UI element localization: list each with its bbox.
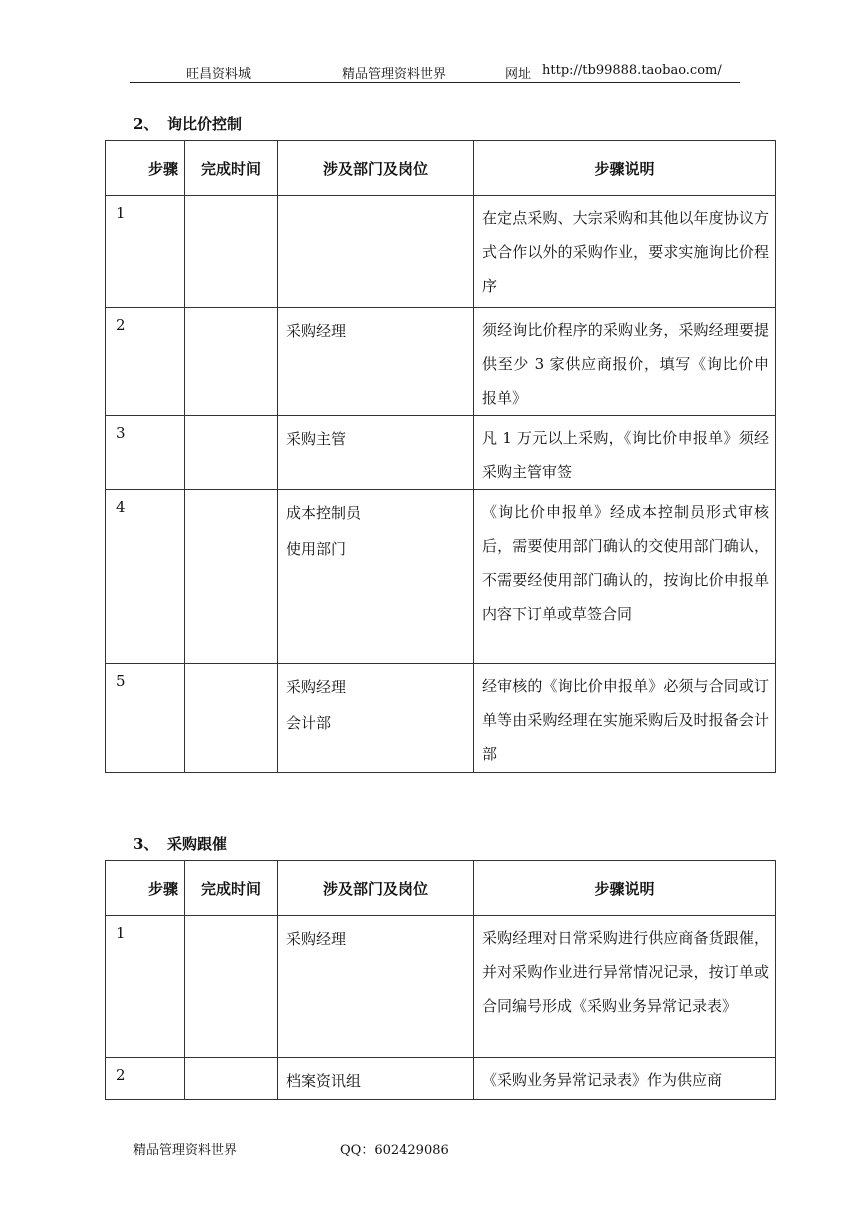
col-dept: 涉及部门及岗位 xyxy=(278,861,474,916)
department-cell xyxy=(278,490,474,664)
completion-time xyxy=(185,416,278,490)
col-desc: 步骤说明 xyxy=(474,861,776,916)
department-name: 档案资讯组 xyxy=(286,1072,362,1090)
department-name: 采购经理 xyxy=(286,322,347,340)
step-number: 4 xyxy=(106,490,185,664)
department-name: 成本控制员 xyxy=(286,504,362,522)
section-2-heading: 询比价控制 xyxy=(167,115,243,133)
table-header-row xyxy=(106,141,776,196)
completion-time xyxy=(185,664,278,773)
table-row xyxy=(106,916,776,1058)
col-desc: 步骤说明 xyxy=(474,141,776,196)
header-site-name: 旺昌资料城 xyxy=(186,67,252,82)
department-cell xyxy=(278,416,474,490)
step-description: 《采购业务异常记录表》作为供应商 xyxy=(474,1058,776,1100)
section-2-title xyxy=(133,113,242,134)
footer-title: 精品管理资料世界 xyxy=(133,1143,238,1158)
section-3-heading: 采购跟催 xyxy=(167,835,228,853)
department-name: 采购经理 xyxy=(286,930,347,948)
table-row xyxy=(106,1058,776,1100)
department-name: 采购经理 xyxy=(286,678,347,696)
table-row xyxy=(106,416,776,490)
section-2-number: 2、 xyxy=(133,115,159,133)
footer-qq: QQ：602429086 xyxy=(340,1143,449,1158)
step-description: 在定点采购、大宗采购和其他以年度协议方式合作以外的采购作业，要求实施询比价程序 xyxy=(474,196,776,308)
purchase-followup-table xyxy=(105,860,776,1100)
step-description: 采购经理对日常采购进行供应商备货跟催，并对采购作业进行异常情况记录，按订单或合同编号形成《采购业务异常记录表》 xyxy=(474,916,776,1058)
table-header-row xyxy=(106,861,776,916)
step-number: 2 xyxy=(106,308,185,416)
completion-time xyxy=(185,308,278,416)
department-cell xyxy=(278,1058,474,1100)
section-3-number: 3、 xyxy=(133,835,159,853)
department-name: 使用部门 xyxy=(286,540,347,558)
table-row xyxy=(106,196,776,308)
col-time: 完成时间 xyxy=(185,141,278,196)
col-time: 完成时间 xyxy=(185,861,278,916)
table-row xyxy=(106,308,776,416)
completion-time xyxy=(185,490,278,664)
step-number: 1 xyxy=(106,196,185,308)
section-3-title xyxy=(133,833,227,854)
step-number: 2 xyxy=(106,1058,185,1100)
department-cell xyxy=(278,308,474,416)
step-description: 经审核的《询比价申报单》必须与合同或订单等由采购经理在实施采购后及时报备会计部 xyxy=(474,664,776,773)
header-url: http://tb99888.taobao.com/ xyxy=(542,63,722,78)
completion-time xyxy=(185,196,278,308)
completion-time xyxy=(185,1058,278,1100)
step-description: 须经询比价程序的采购业务，采购经理要提供至少 3 家供应商报价，填写《询比价申报单》 xyxy=(474,308,776,416)
step-number: 5 xyxy=(106,664,185,773)
department-name: 采购主管 xyxy=(286,430,347,448)
inquiry-price-table xyxy=(105,140,776,773)
department-cell xyxy=(278,664,474,773)
department-cell xyxy=(278,196,474,308)
step-description: 凡 1 万元以上采购，《询比价申报单》须经采购主管审签 xyxy=(474,416,776,490)
col-step: 步骤 xyxy=(106,141,185,196)
department-name: 会计部 xyxy=(286,714,332,732)
department-cell xyxy=(278,916,474,1058)
table-row xyxy=(106,664,776,773)
step-description: 《询比价申报单》经成本控制员形式审核后，需要使用部门确认的交使用部门确认，不需要经使用部门确认的，按询比价申报单内容下订单或草签合同 xyxy=(474,490,776,664)
step-number: 1 xyxy=(106,916,185,1058)
header-url-label: 网址 xyxy=(505,67,532,82)
table-row xyxy=(106,490,776,664)
header-world-name: 精品管理资料世界 xyxy=(342,67,447,82)
col-dept: 涉及部门及岗位 xyxy=(278,141,474,196)
page-header xyxy=(130,60,740,83)
col-step: 步骤 xyxy=(106,861,185,916)
step-number: 3 xyxy=(106,416,185,490)
completion-time xyxy=(185,916,278,1058)
